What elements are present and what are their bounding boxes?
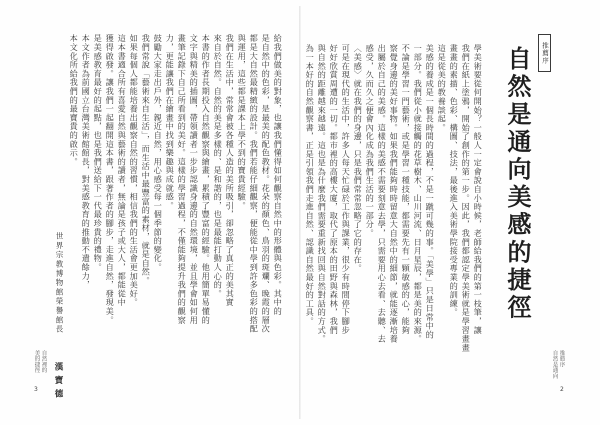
body-column: 鼓勵大家走出戶外，親近自然，用心感受每一個季節的變化。 <box>153 34 164 272</box>
body-column: 來自於自然。自然的美是多樣的、是和諧的，也是最能打動人心的。 <box>213 34 224 298</box>
signature-title: 世界宗教博物館榮譽館長 <box>55 232 64 335</box>
body-column: 可是在現代的生活中，許多人每天忙碌於工作與課業，很少有時間停下腳步 <box>341 44 352 335</box>
body-column: 本文化所給我們的最寶貴的啟示。 <box>69 34 80 166</box>
body-column: 〈美感〉就在我們的身邊，只是我們常常忽略了它的存在。 <box>353 44 364 273</box>
running-head-right-2: 自然是通向 <box>551 350 558 379</box>
body-column: 一部分。我們從小就接觸的花草樹木、山川河流、日月星辰，都是美的來源。 <box>413 44 424 344</box>
preface-title: 自然是通向美感的捷徑 <box>503 46 531 322</box>
page-gutter <box>299 6 301 419</box>
signature-name: 漢寶德 <box>53 362 63 403</box>
body-column: 本書的作者長期投入自然觀察與繪畫，累積了豐富的經驗。他用簡單易懂的 <box>201 34 212 325</box>
body-column: 給我們做美的對象，也讓我們懂得如何觀察自然中的形體與色彩。其中的 <box>273 34 284 316</box>
body-column: 都是大自然最精緻的設計。我們若能仔細觀察，便能從中學到許多色彩的搭配 <box>249 34 260 334</box>
body-column: 察覺身邊的美好事物。如果我們能夠時時留意大自然中的細節，就能逐漸培養 <box>389 44 400 344</box>
preface-label: 推薦序 <box>538 34 551 72</box>
body-column: 畫筆記錄下自己所看到的美好。這樣的學習過程，不僅能夠提升我們的觀察 <box>177 34 188 325</box>
body-column: 與自然的距離越來越遠。這也是為什麼我們需要重新找回與自然對話的方式。 <box>317 44 328 344</box>
body-column: 美感的養成是一個長時間的過程，不是一蹴可幾的事。「美學」只是日常中的 <box>425 44 436 340</box>
body-column: 好好欣賞周遭的一切。都市裡的高樓大廈，取代了原本的田野與森林，我們 <box>329 44 340 335</box>
body-column: 不論是學習一門藝術，或是學習一種技能，都需要先有一顆敏感的心，能夠 <box>401 44 412 335</box>
body-column: 這本書適合所有喜愛自然與藝術的讀者，無論是孩子或大人，都能從中 <box>117 34 128 307</box>
body-column: 是美感教育最好的起點，也是我們送給下一代最珍貴的禮物。 <box>93 34 104 272</box>
body-column: 如果每個人都能培養出觀察自然的習慣，相信我們的生活會更加美好。 <box>129 34 140 307</box>
page-number-right: 2 <box>560 386 564 393</box>
body-column: 力，更能讓我們在繪畫中找到樂趣與成就感。 <box>165 34 176 210</box>
body-column: 出屬於自己的美感。這樣的美感不需要刻意去學，只需要用心去看、去聽、去 <box>377 44 388 344</box>
body-column: 為一本好的自然觀察書，正是引領我們走進自然、認識自然最好的工具。 <box>305 44 316 326</box>
body-column: 我們常說「藝術來自生活」，而生活中最豐富的素材，就是自然。 <box>141 34 152 286</box>
body-column: 學美術要從何開始？一般人一定會說自小時候，老師給我們的第一枝筆，讓 <box>473 44 484 335</box>
body-column: 獲得啟發。讓我們一起翻開這本書，跟著作者的腳步，走進自然，發現美。 <box>105 34 116 325</box>
body-column: 這是從美的教養談起。 <box>437 44 448 132</box>
body-column: 文字與精美的插圖，帶領讀者一步步認識身邊的自然環境，並且學會如何用 <box>189 34 200 325</box>
body-column: 本文作者為前國立台灣美術館館長，對美感教育的推動不遺餘力， <box>81 34 92 290</box>
body-column: 是自然中的色彩，是最美的配色教材。花朵的顏色、鳥羽的斑斕、晚霞的層次 <box>261 34 272 334</box>
page-number-left: 3 <box>34 386 38 393</box>
body-column: 與運用，這些都是課本上學不到的寶貴經驗。 <box>237 34 248 210</box>
running-head-right-1: 推薦序 <box>558 350 565 368</box>
body-column: 感受，久而久之便會內化成為我們生活的一部分。 <box>365 44 376 238</box>
running-head-left-1: 自然裡的 <box>40 350 47 374</box>
body-column: 畫畫的素描、色彩、構圖、技法，最後進入美術學院接受專業的訓練。 <box>449 44 460 317</box>
running-head-left-2: 美的捷徑 <box>33 350 40 374</box>
body-column: 我們在紙上塗鴉，開始了創作的第一步。因此，我們都認定學美術就是學習畫畫 <box>461 44 472 352</box>
body-column: 我們在生活中，常常會被各種人造的美所吸引，卻忽略了真正的美其實 <box>225 34 236 307</box>
